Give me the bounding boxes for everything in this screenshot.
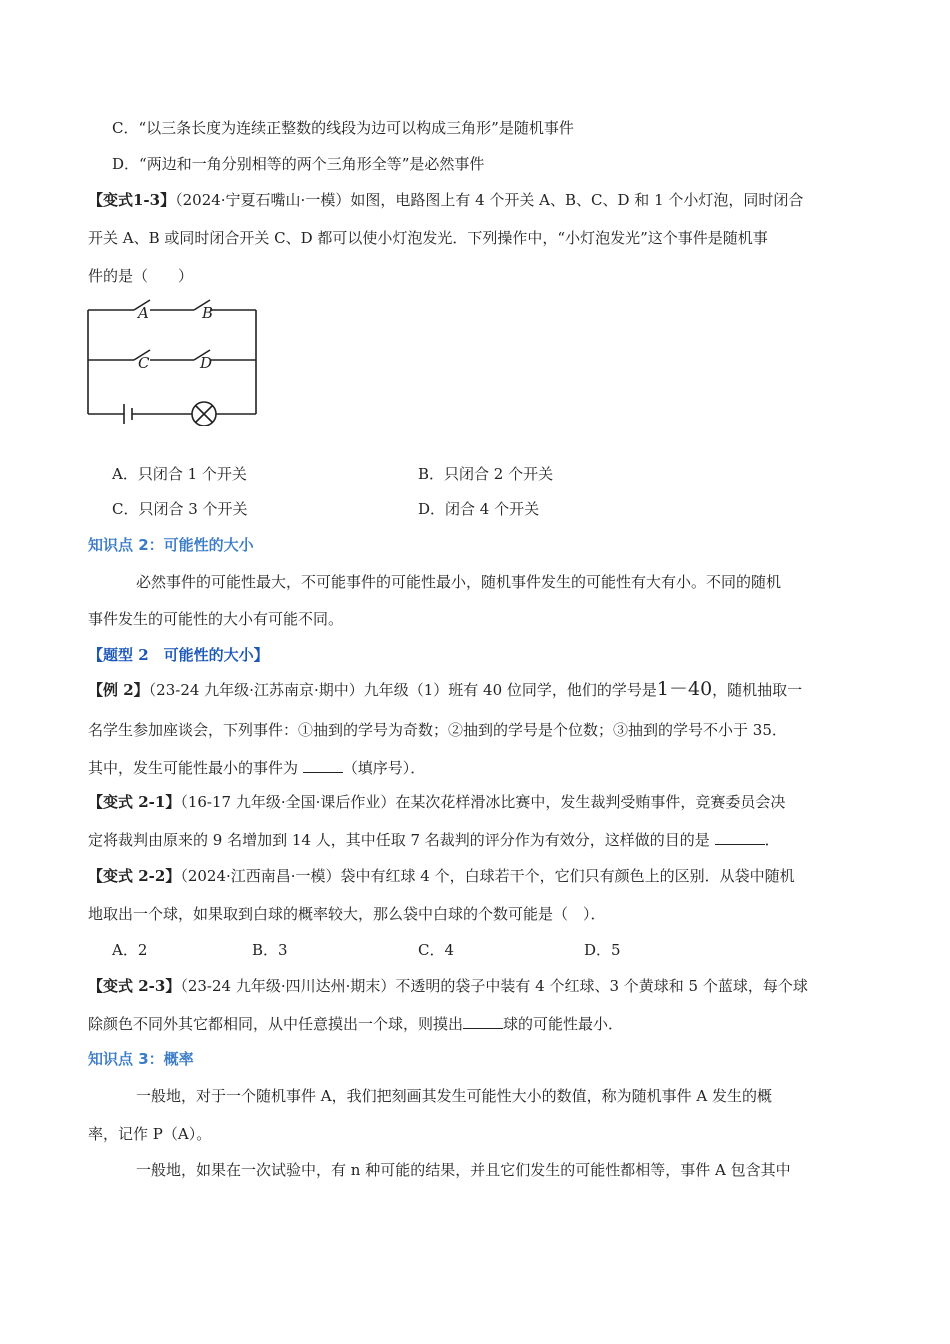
example-text: （23-24 九年级·江苏南京·期中）九年级（1）班有 40 位同学，他们的学号是 (148, 681, 657, 699)
variant-2-2-line-2: 地取出一个球，如果取到白球的概率较大，那么袋中白球的个数可能是（ ）． (88, 905, 606, 923)
knowledge-point-3-para-3: 一般地，如果在一次试验中，有 n 种可能的结果，并且它们发生的可能性都相等，事件 A 包含其中 (136, 1161, 791, 1179)
variant-2-1-line-2 (88, 830, 780, 850)
variant-text: 除颜色不同外其它都相同，从中任意摸出一个球，则摸出 (88, 1015, 464, 1033)
example-text-tail: ，随机抽取一 (712, 681, 803, 699)
option-c-text: C．“以三条长度为连续正整数的线段为边可以构成三角形”是随机事件 (112, 119, 574, 137)
variant-text-tail: 球的可能性最小． (503, 1015, 624, 1033)
switch-label-a: A (138, 304, 149, 322)
option-d: D．闭合 4 个开关 (418, 500, 540, 518)
option-b: B．只闭合 2 个开关 (418, 465, 554, 483)
switch-label-d: D (200, 354, 213, 372)
variant-tag: 【变式1-3】 (88, 191, 176, 209)
answer-blank[interactable] (463, 1014, 503, 1029)
example-2-line-2: 名学生参加座谈会，下列事件：①抽到的学号为奇数；②抽到的学号是个位数；③抽到的学号不小于 35． (88, 721, 787, 739)
question-type-2-heading: 【题型 2 可能性的大小】 (88, 646, 269, 664)
option-d-text: D．“两边和一角分别相等的两个三角形全等”是必然事件 (112, 155, 485, 173)
knowledge-point-2-title: 知识点 2：可能性的大小 (88, 536, 254, 554)
switch-label-c: C (138, 354, 150, 372)
variant-2-3-line-2 (88, 1014, 623, 1034)
variant-text: （23-24 九年级·四川达州·期末）不透明的袋子中装有 4 个红球、3 个黄球和 5 个蓝球，每个球 (180, 977, 808, 995)
knowledge-point-2-para-1: 必然事件的可能性最大，不可能事件的可能性最小，随机事件发生的可能性有大有小。不同的随机 (136, 573, 782, 591)
variant-2-3-line-1 (88, 976, 808, 996)
variant-2-2-line-1 (88, 866, 795, 886)
option-c: C．4 (418, 941, 455, 959)
knowledge-point-3-title: 知识点 3：概率 (88, 1050, 194, 1068)
variant-1-3-line-1 (88, 190, 803, 210)
knowledge-point-3-para-1: 一般地，对于一个随机事件 A，我们把刻画其发生可能性大小的数值，称为随机事件 A 发生的概 (136, 1087, 772, 1105)
example-2-line-3 (88, 758, 425, 778)
answer-blank[interactable] (303, 758, 343, 773)
variant-text: （2024·江西南昌·一模）袋中有红球 4 个，白球若干个，它们只有颜色上的区别．从袋中随机 (180, 867, 795, 885)
variant-tag: 【变式 2-3】 (88, 977, 181, 995)
switch-label-b: B (202, 304, 214, 322)
example-text-tail: （填序号）． (342, 759, 426, 777)
option-b: B．3 (252, 941, 288, 959)
circuit-diagram (80, 296, 270, 426)
variant-1-3-line-3: 件的是（ ） (88, 267, 194, 285)
variant-2-1-line-1 (88, 792, 785, 812)
student-number-range: 1－40 (656, 678, 713, 700)
option-c: C．只闭合 3 个开关 (112, 500, 248, 518)
answer-blank[interactable] (715, 830, 765, 845)
knowledge-point-3-para-2: 率，记作 P（A）。 (88, 1125, 212, 1143)
variant-text: （16-17 九年级·全国·课后作业）在某次花样滑冰比赛中，发生裁判受贿事件，竞赛委员会决 (180, 793, 786, 811)
variant-1-3-line-2: 开关 A、B 或同时闭合开关 C、D 都可以使小灯泡发光．下列操作中，“小灯泡发光”这个事件是随机事 (88, 229, 768, 247)
variant-tag: 【变式 2-2】 (88, 867, 181, 885)
example-tag: 【例 2】 (88, 681, 149, 699)
variant-text: 定将裁判由原来的 9 名增加到 14 人，其中任取 7 名裁判的评分作为有效分，这样做的目的是 (88, 831, 715, 849)
example-text: 其中，发生可能性最小的事件为 (88, 759, 303, 777)
option-a: A．只闭合 1 个开关 (112, 465, 247, 483)
variant-text-tail: ． (764, 831, 780, 849)
option-d: D．5 (584, 941, 621, 959)
option-a: A．2 (112, 941, 148, 959)
example-2-line-1 (88, 679, 802, 700)
variant-tag: 【变式 2-1】 (88, 793, 181, 811)
knowledge-point-2-para-2: 事件发生的可能性的大小有可能不同。 (88, 610, 344, 628)
variant-text: （2024·宁夏石嘴山·一模）如图，电路图上有 4 个开关 A、B、C、D 和 1 个小灯泡，同时闭合 (175, 191, 804, 209)
